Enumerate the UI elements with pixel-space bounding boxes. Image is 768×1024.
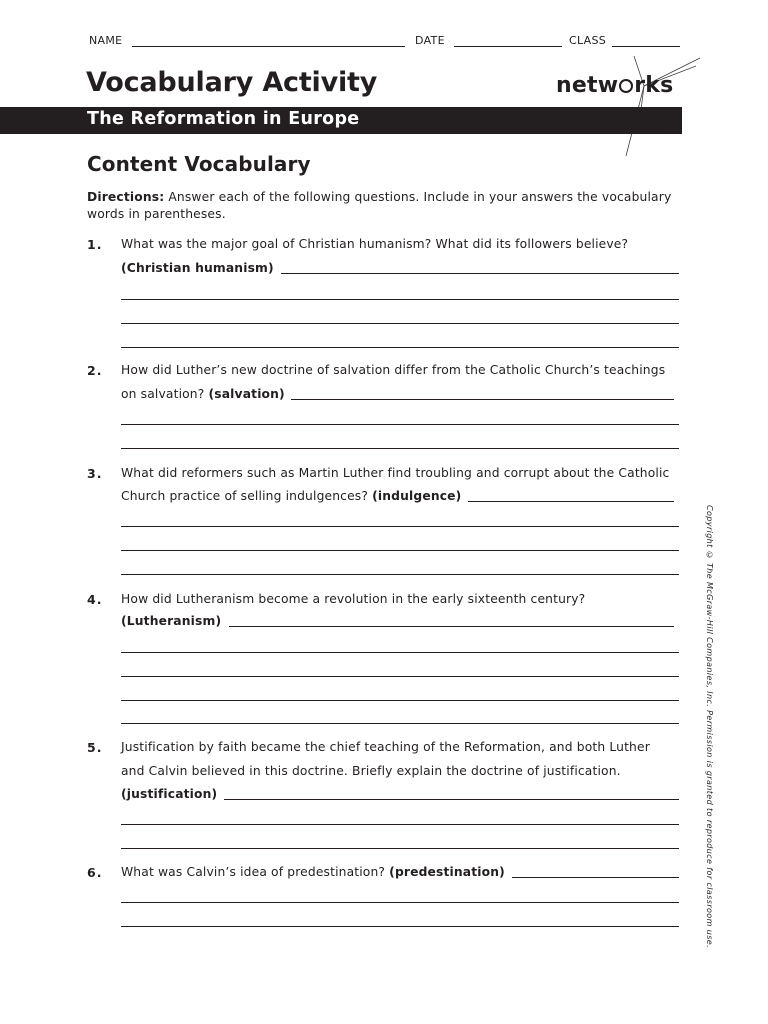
- question-3-answer-line[interactable]: [121, 574, 679, 575]
- name-label: NAME: [89, 34, 123, 47]
- question-3-answer-line[interactable]: [121, 550, 679, 551]
- question-4-answer-line[interactable]: [121, 652, 679, 653]
- question-4-answer-line[interactable]: [121, 723, 679, 724]
- date-label: DATE: [415, 34, 445, 47]
- topic-banner: [0, 107, 682, 134]
- banner-title: The Reformation in Europe: [87, 109, 360, 129]
- question-6-answer-line[interactable]: [121, 902, 679, 903]
- directions: [87, 189, 682, 223]
- question-4-term: (Lutheranism): [121, 614, 222, 628]
- question-3-text: What did reformers such as Martin Luther find troubling and corrupt about the Catholic: [121, 466, 670, 480]
- question-5-answer-line[interactable]: [121, 848, 679, 849]
- question-6-answer-line[interactable]: [121, 926, 679, 927]
- question-5-term-row: [121, 787, 217, 801]
- class-field[interactable]: [612, 46, 680, 47]
- question-5-answer-blank[interactable]: [224, 799, 679, 800]
- question-3-text-line2: Church practice of selling indulgences?: [121, 489, 369, 503]
- question-2-number: 2.: [87, 363, 103, 378]
- question-2-text: How did Luther’s new doctrine of salvation differ from the Catholic Church’s teachings: [121, 363, 666, 377]
- question-3-text-cont: [121, 489, 461, 503]
- question-3-answer-blank[interactable]: [468, 501, 674, 502]
- name-field[interactable]: [132, 46, 405, 47]
- question-1-answer-line[interactable]: [121, 347, 679, 348]
- section-heading: Content Vocabulary: [87, 152, 311, 176]
- question-1-answer-line[interactable]: [121, 323, 679, 324]
- question-6-text: What was Calvin’s idea of predestination?: [121, 865, 386, 879]
- question-4-text: How did Lutheranism become a revolution in the early sixteenth century?: [121, 592, 586, 606]
- question-1-text: What was the major goal of Christian humanism? What did its followers believe?: [121, 237, 629, 251]
- question-6-number: 6.: [87, 865, 103, 880]
- question-4-answer-blank[interactable]: [229, 626, 674, 627]
- question-4-answer-line[interactable]: [121, 700, 679, 701]
- question-5-number: 5.: [87, 740, 103, 755]
- logo-text-end: rks: [634, 73, 674, 98]
- question-5-answer-line[interactable]: [121, 824, 679, 825]
- logo-o-icon: [619, 79, 633, 93]
- student-info-row: [87, 34, 680, 48]
- question-1-number: 1.: [87, 237, 103, 252]
- question-4-number: 4.: [87, 592, 103, 607]
- question-3-number: 3.: [87, 466, 103, 481]
- question-5-text-line2: and Calvin believed in this doctrine. Briefly explain the doctrine of justification.: [121, 764, 621, 778]
- question-2-answer-line[interactable]: [121, 424, 679, 425]
- question-5-text: Justification by faith became the chief teaching of the Reformation, and both Luther: [121, 740, 650, 754]
- class-label: CLASS: [569, 34, 607, 47]
- date-field[interactable]: [454, 46, 562, 47]
- question-1-answer-line[interactable]: [121, 299, 679, 300]
- question-1-answer-blank[interactable]: [281, 273, 679, 274]
- logo-text-start: netw: [556, 73, 619, 98]
- question-2-answer-line[interactable]: [121, 448, 679, 449]
- question-2-text-cont: [121, 387, 285, 401]
- question-6-term: (predestination): [389, 865, 505, 879]
- question-3-answer-line[interactable]: [121, 526, 679, 527]
- question-5-term: (justification): [121, 787, 218, 801]
- question-2-answer-blank[interactable]: [291, 399, 674, 400]
- networks-logo: [556, 73, 673, 98]
- question-4-answer-line[interactable]: [121, 676, 679, 677]
- question-3-term: (indulgence): [372, 489, 462, 503]
- copyright-notice: Copyright © The McGraw-Hill Companies, Inc. Permission is granted to reproduce for classroom use.: [705, 505, 714, 949]
- question-2-text-line2: on salvation?: [121, 387, 205, 401]
- question-6-answer-blank[interactable]: [512, 877, 679, 878]
- page-title: Vocabulary Activity: [86, 67, 378, 98]
- directions-label: Directions:: [87, 190, 165, 204]
- question-6-text-row: [121, 865, 505, 879]
- question-4-term-row: [121, 614, 221, 628]
- question-1-term: (Christian humanism): [121, 261, 274, 275]
- directions-text: Answer each of the following questions. Include in your answers the vocabulary words in parentheses.: [87, 190, 672, 221]
- question-2-term: (salvation): [208, 387, 285, 401]
- question-1-term-row: [121, 261, 274, 275]
